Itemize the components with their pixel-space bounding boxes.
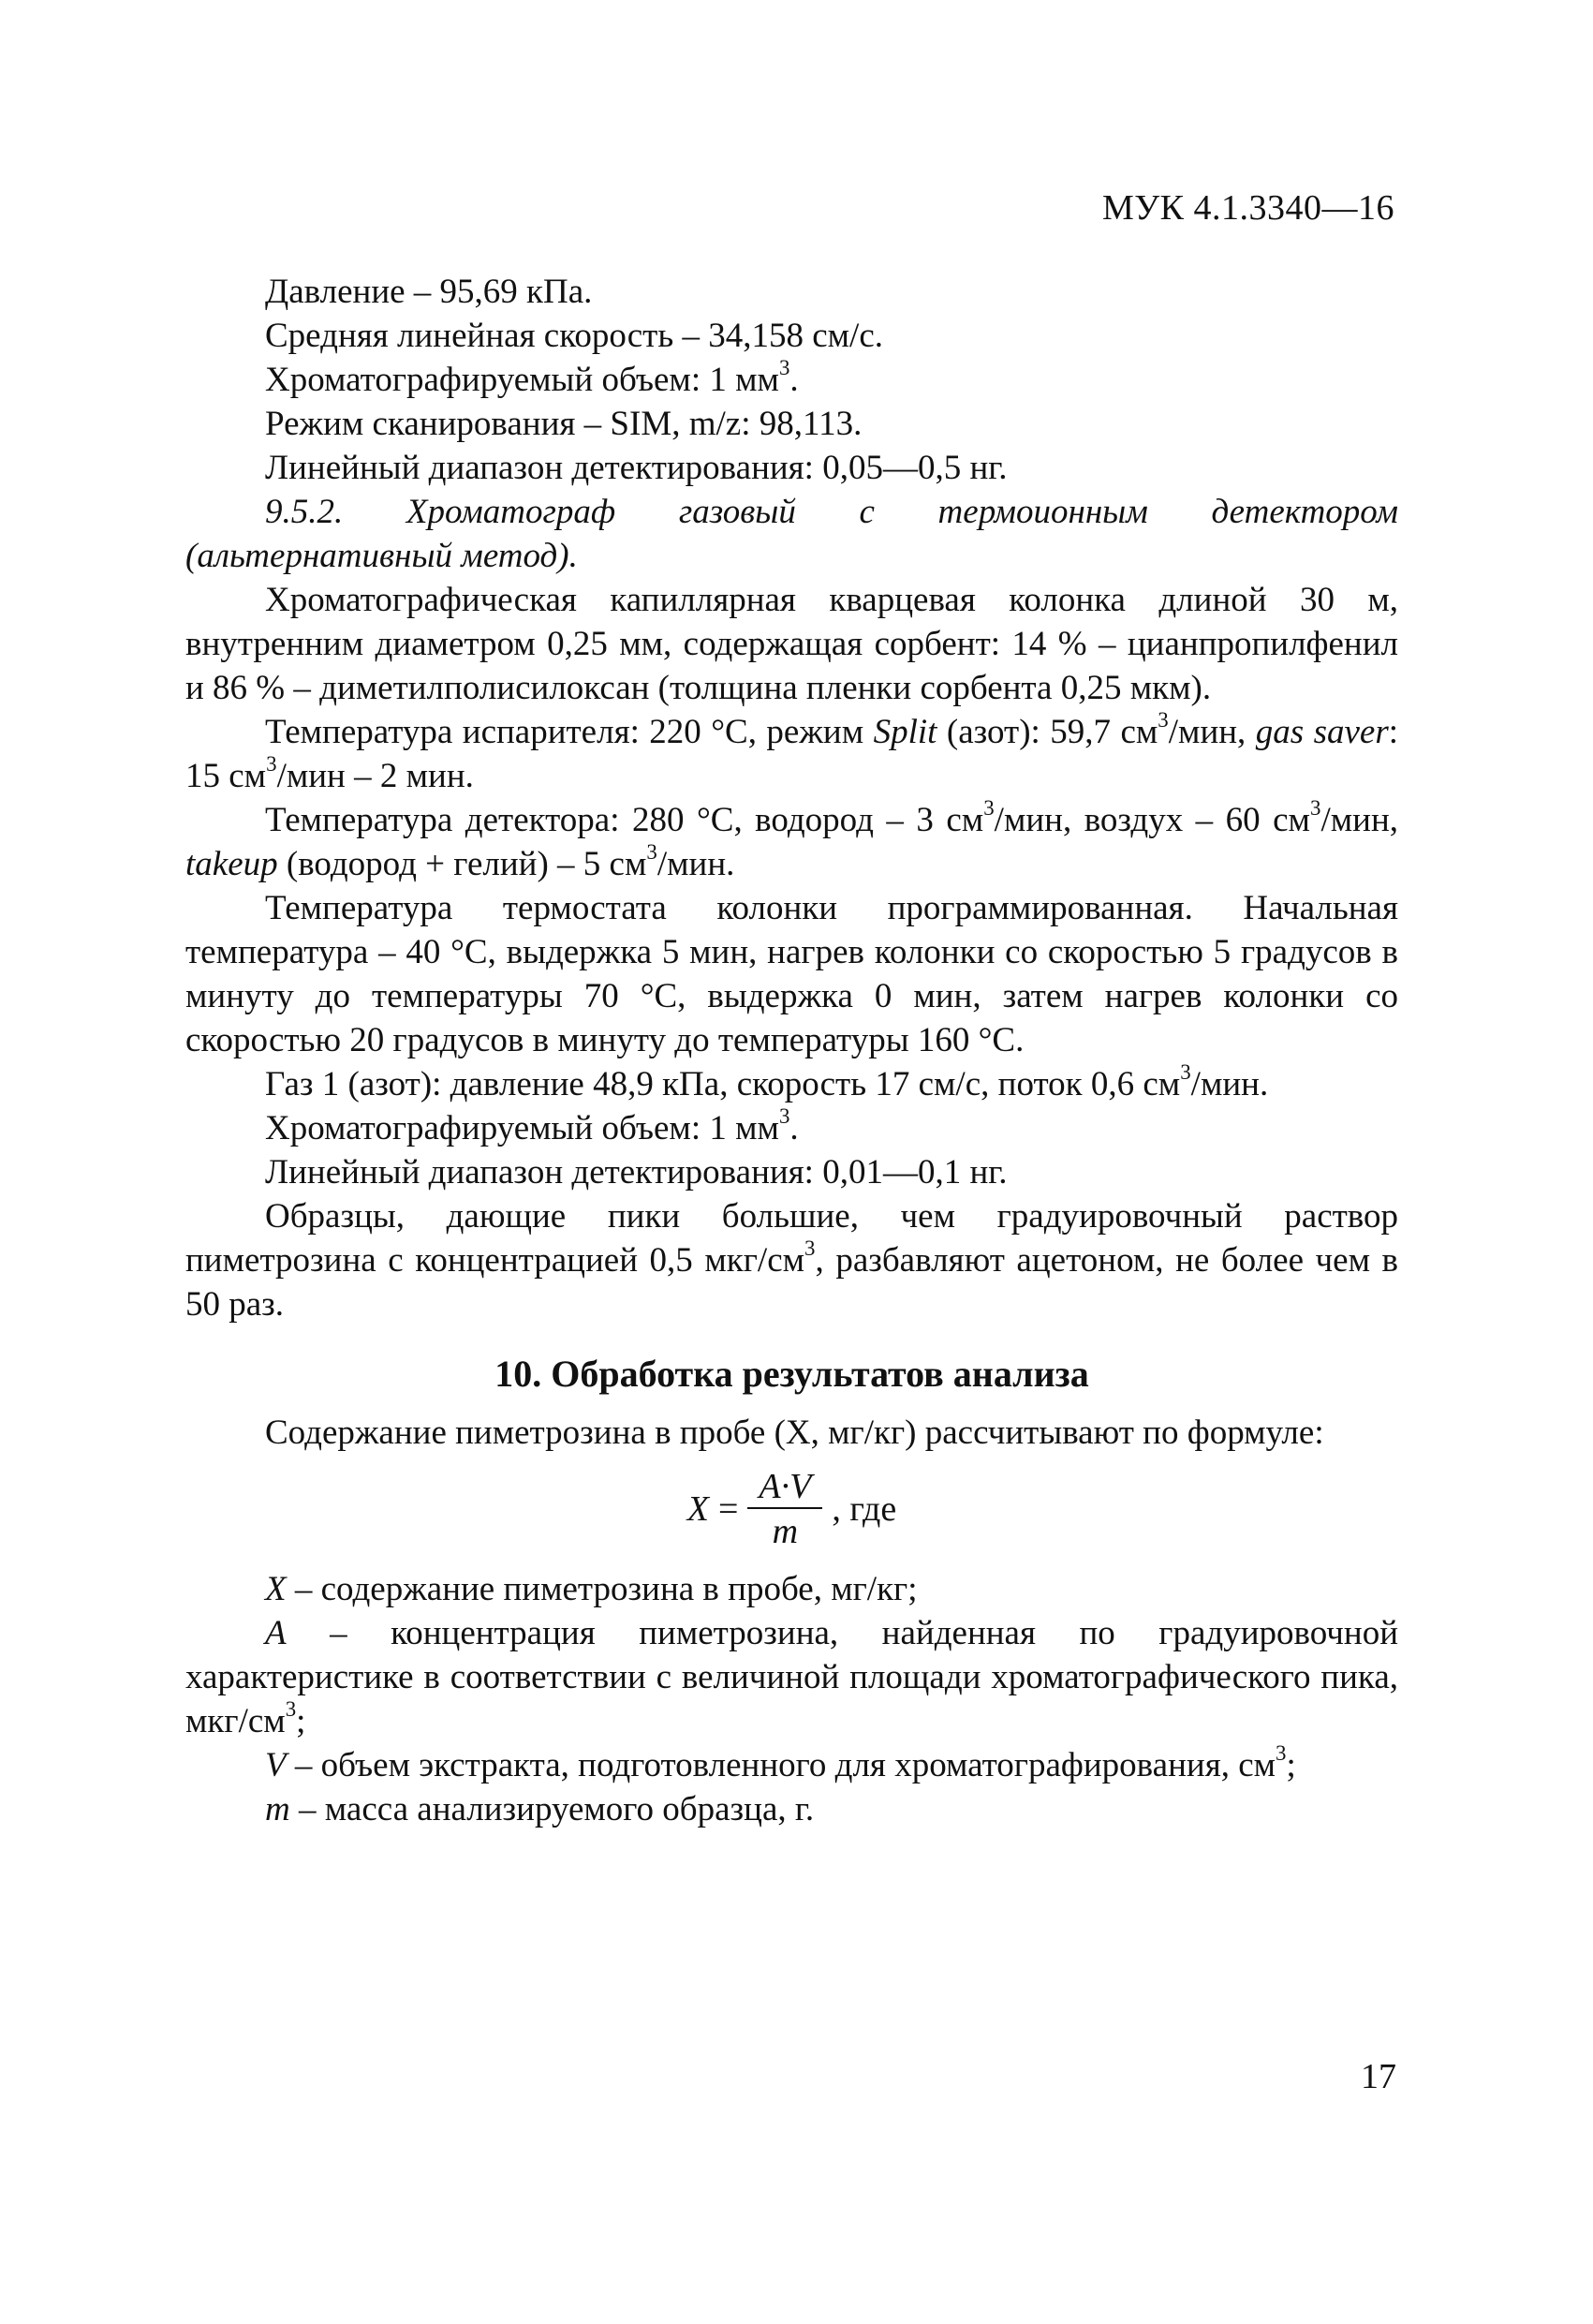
param-volume-2: Хроматографируемый объем: 1 $мм^3$. bbox=[265, 1104, 799, 1147]
formula-equals: = bbox=[717, 1488, 739, 1529]
param-linear-range-2: Линейный диапазон детектирования: 0,01—0,1 нг. bbox=[265, 1153, 1008, 1192]
column-description: Хроматографическая капиллярная кварцевая колонка длиной 30 м, внутренним диаметром 0,25 мм, содержащая сорбент: 14 % – цианпропилфенил и 86 % – диметилполисилоксан (толщина пленки сорбента 0,25 мкм). bbox=[185, 581, 1398, 707]
param-linear-range: Линейный диапазон детектирования: 0,05—0,5 нг. bbox=[265, 449, 1008, 487]
param-scan-mode: Режим сканирования – SIM, m/z: 98,113. bbox=[265, 405, 863, 443]
evaporator-temperature: Температура испарителя: 220 °С, режим Split (азот): 59,7 $см^3$/мин, gas saver: 15 $см^3$/мин – 2 мин. bbox=[185, 708, 1399, 795]
gas-1-parameters: Газ 1 (азот): давление 48,9 кПа, скорость 17 см/с, поток 0,6 $см^3$/мин. bbox=[265, 1060, 1269, 1103]
definition-a: A – концентрация пиметрозина, найденная по градуировочной характеристике в соответствии с величиной площади хроматографического пика, мкг/$см^3$; bbox=[185, 1614, 1398, 1740]
document-body bbox=[185, 270, 1398, 1831]
definition-x: X – содержание пиметрозина в пробе, мг/кг; bbox=[265, 1570, 918, 1608]
param-pressure: Давление – 95,69 кПа. bbox=[265, 273, 593, 311]
formula-numerator: A·V bbox=[759, 1467, 812, 1506]
param-volume: Хроматографируемый объем: 1 $мм^3$. bbox=[265, 356, 799, 399]
detector-temperature: Температура детектора: 280 °С, водород – 3 $см^3$/мин, воздух – 60 $см^3$/мин, takeup (водород + гелий) – 5 $см^3$/мин. bbox=[185, 796, 1398, 883]
param-linear-speed: Средняя линейная скорость – 34,158 см/с. bbox=[265, 317, 884, 355]
document-code-header: МУК 4.1.3340—16 bbox=[1101, 188, 1394, 228]
formula-lhs: X bbox=[686, 1488, 709, 1529]
formula-denominator: m bbox=[772, 1512, 799, 1551]
result-formula bbox=[185, 1468, 1398, 1550]
section-9-5-2-title: 9.5.2. Хроматограф газовый с термоионным детектором (альтернативный метод). bbox=[185, 493, 1399, 575]
calculation-intro: Содержание пиметрозина в пробе (X, мг/кг) рассчитывают по формуле: bbox=[265, 1414, 1324, 1452]
definition-m: m – масса анализируемого образца, г. bbox=[265, 1790, 815, 1828]
dilution-note: Образцы, дающие пики большие, чем градуировочный раствор пиметрозина с концентрацией 0,5 мкг/$см^3$, разбавляют ацетоном, не более чем в 50 раз. bbox=[185, 1197, 1399, 1324]
definition-v: V – объем экстракта, подготовленного для хроматографирования, $см^3$; bbox=[265, 1741, 1296, 1784]
thermostat-program: Температура термостата колонки программированная. Начальная температура – 40 °С, выдержка 5 мин, нагрев колонки со скоростью 5 градусов в минуту до температуры 70 °С, выдержка 0 мин, затем нагрев колонки со скоростью 20 градусов в минуту до температуры 160 °С. bbox=[185, 889, 1398, 1059]
formula-tail: , где bbox=[832, 1488, 897, 1529]
section-10-heading: 10. Обработка результатов анализа bbox=[494, 1353, 1089, 1395]
formula-fraction bbox=[747, 1468, 822, 1550]
page-number: 17 bbox=[1361, 2057, 1396, 2096]
